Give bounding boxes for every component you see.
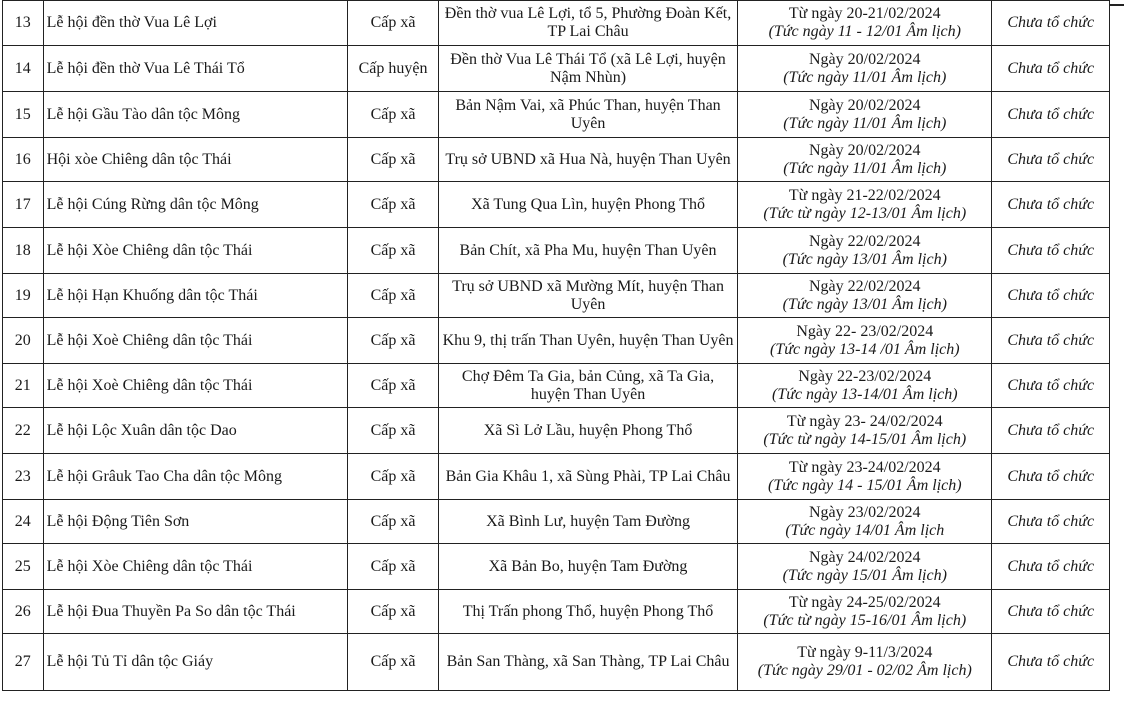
festival-date-cell xyxy=(738,454,992,500)
festival-date: Từ ngày 21-22/02/2024 xyxy=(788,186,941,204)
table-row xyxy=(3,544,1110,590)
festival-lunar-date: (Tức ngày 11 - 12/01 Âm lịch) xyxy=(768,23,961,40)
festival-location: Đền thờ vua Lê Lợi, tổ 5, Phường Đoàn Kết, TP Lai Châu xyxy=(438,1,737,46)
festival-table-body xyxy=(3,1,1110,691)
festival-status: Chưa tổ chức xyxy=(992,500,1110,544)
festival-location: Bản Gia Khâu 1, xã Sùng Phài, TP Lai Châu xyxy=(438,454,737,500)
festival-lunar-date: (Tức ngày 13/01 Âm lịch) xyxy=(782,295,947,313)
festival-status: Chưa tổ chức xyxy=(992,92,1110,138)
festival-name: Lễ hội Gầu Tào dân tộc Mông xyxy=(43,92,348,138)
festival-level: Cấp xã xyxy=(348,634,439,691)
festival-status: Chưa tổ chức xyxy=(992,138,1110,182)
festival-status: Chưa tổ chức xyxy=(992,544,1110,590)
festival-status: Chưa tổ chức xyxy=(992,454,1110,500)
festival-date-cell xyxy=(738,544,992,590)
festival-lunar-date: (Tức ngày 13/01 Âm lịch) xyxy=(782,250,947,268)
festival-status: Chưa tổ chức xyxy=(992,46,1110,92)
festival-date-cell xyxy=(738,138,992,182)
festival-date-cell xyxy=(738,92,992,138)
festival-status: Chưa tổ chức xyxy=(992,274,1110,318)
festival-level: Cấp xã xyxy=(348,182,439,228)
table-row xyxy=(3,364,1110,408)
festival-lunar-date: (Tức ngày 15/01 Âm lịch) xyxy=(782,566,947,584)
festival-date: Từ ngày 20-21/02/2024 xyxy=(788,5,941,22)
festival-date-cell xyxy=(738,1,992,46)
festival-date: Ngày 24/02/2024 xyxy=(809,548,921,566)
row-number: 21 xyxy=(3,364,44,408)
table-row xyxy=(3,92,1110,138)
festival-date: Ngày 22/02/2024 xyxy=(809,277,921,295)
festival-date: Từ ngày 23- 24/02/2024 xyxy=(786,412,943,430)
festival-date-cell xyxy=(738,46,992,92)
festival-location: Đền thờ Vua Lê Thái Tổ (xã Lê Lợi, huyện Nậm Nhùn) xyxy=(438,46,737,92)
festival-name: Hội xòe Chiêng dân tộc Thái xyxy=(43,138,348,182)
festival-location: Xã Bình Lư, huyện Tam Đường xyxy=(438,500,737,544)
festival-location: Bản San Thàng, xã San Thàng, TP Lai Châu xyxy=(438,634,737,691)
table-row xyxy=(3,318,1110,364)
festival-name: Lễ hội Xoè Chiêng dân tộc Thái xyxy=(43,318,348,364)
table-row xyxy=(3,1,1110,46)
festival-name: Lễ hội đền thờ Vua Lê Lợi xyxy=(43,1,348,46)
table-row xyxy=(3,634,1110,691)
festival-name: Lễ hội Grâuk Tao Cha dân tộc Mông xyxy=(43,454,348,500)
festival-location: Trụ sở UBND xã Hua Nà, huyện Than Uyên xyxy=(438,138,737,182)
festival-level: Cấp huyện xyxy=(348,46,439,92)
festival-status: Chưa tổ chức xyxy=(992,318,1110,364)
festival-location: Chợ Đêm Ta Gia, bản Củng, xã Ta Gia, huyện Than Uyên xyxy=(438,364,737,408)
table-row xyxy=(3,228,1110,274)
festival-date: Từ ngày 23-24/02/2024 xyxy=(788,458,941,476)
row-number: 15 xyxy=(3,92,44,138)
festival-status: Chưa tổ chức xyxy=(992,634,1110,691)
festival-location: Bản Chít, xã Pha Mu, huyện Than Uyên xyxy=(438,228,737,274)
festival-date: Từ ngày 24-25/02/2024 xyxy=(788,593,941,611)
festival-date: Ngày 20/02/2024 xyxy=(809,50,921,68)
festival-status: Chưa tổ chức xyxy=(992,1,1110,46)
row-number: 18 xyxy=(3,228,44,274)
festival-status: Chưa tổ chức xyxy=(992,228,1110,274)
festival-location: Khu 9, thị trấn Than Uyên, huyện Than Uyên xyxy=(438,318,737,364)
festival-date: Ngày 22-23/02/2024 xyxy=(798,367,932,385)
festival-location: Trụ sở UBND xã Mường Mít, huyện Than Uyên xyxy=(438,274,737,318)
row-number: 24 xyxy=(3,500,44,544)
festival-date-cell xyxy=(738,590,992,634)
festival-name: Lễ hội Lộc Xuân dân tộc Dao xyxy=(43,408,348,454)
festival-location: Xã Bản Bo, huyện Tam Đường xyxy=(438,544,737,590)
festival-level: Cấp xã xyxy=(348,408,439,454)
festival-date: Ngày 22- 23/02/2024 xyxy=(796,322,934,340)
festival-date: Ngày 23/02/2024 xyxy=(809,503,921,521)
festival-level: Cấp xã xyxy=(348,138,439,182)
festival-lunar-date: (Tức từ ngày 15-16/01 Âm lịch) xyxy=(763,611,967,629)
festival-table xyxy=(2,0,1110,691)
table-row xyxy=(3,500,1110,544)
festival-name: Lễ hội Tủ Tỉ dân tộc Giáy xyxy=(43,634,348,691)
festival-name: Lễ hội Xòe Chiêng dân tộc Thái xyxy=(43,544,348,590)
row-number: 27 xyxy=(3,634,44,691)
festival-name: Lễ hội Xòe Chiêng dân tộc Thái xyxy=(43,228,348,274)
table-row xyxy=(3,590,1110,634)
festival-level: Cấp xã xyxy=(348,364,439,408)
festival-date-cell xyxy=(738,634,992,691)
row-number: 25 xyxy=(3,544,44,590)
festival-level: Cấp xã xyxy=(348,454,439,500)
festival-date: Ngày 22/02/2024 xyxy=(809,232,921,250)
festival-name: Lễ hội Động Tiên Sơn xyxy=(43,500,348,544)
festival-level: Cấp xã xyxy=(348,274,439,318)
festival-status: Chưa tổ chức xyxy=(992,408,1110,454)
table-row xyxy=(3,408,1110,454)
festival-lunar-date: (Tức ngày 13-14/01 Âm lịch) xyxy=(771,385,958,403)
row-number: 17 xyxy=(3,182,44,228)
festival-date-cell xyxy=(738,364,992,408)
festival-date-cell xyxy=(738,274,992,318)
festival-date: Ngày 20/02/2024 xyxy=(809,96,921,114)
row-number: 23 xyxy=(3,454,44,500)
festival-date-cell xyxy=(738,182,992,228)
table-row xyxy=(3,274,1110,318)
festival-date-cell xyxy=(738,228,992,274)
festival-level: Cấp xã xyxy=(348,92,439,138)
festival-name: Lễ hội đền thờ Vua Lê Thái Tổ xyxy=(43,46,348,92)
festival-level: Cấp xã xyxy=(348,318,439,364)
table-row xyxy=(3,138,1110,182)
festival-lunar-date: (Tức ngày 29/01 - 02/02 Âm lịch) xyxy=(757,662,972,679)
row-number: 19 xyxy=(3,274,44,318)
row-number: 13 xyxy=(3,1,44,46)
row-number: 22 xyxy=(3,408,44,454)
festival-level: Cấp xã xyxy=(348,500,439,544)
table-row xyxy=(3,182,1110,228)
festival-name: Lễ hội Đua Thuyền Pa So dân tộc Thái xyxy=(43,590,348,634)
festival-lunar-date: (Tức ngày 11/01 Âm lịch) xyxy=(783,159,947,177)
festival-lunar-date: (Tức ngày 14 - 15/01 Âm lịch) xyxy=(767,476,962,494)
festival-level: Cấp xã xyxy=(348,1,439,46)
festival-name: Lễ hội Xoè Chiêng dân tộc Thái xyxy=(43,364,348,408)
festival-location: Xã Sì Lở Lầu, huyện Phong Thổ xyxy=(438,408,737,454)
row-number: 20 xyxy=(3,318,44,364)
festival-lunar-date: (Tức ngày 11/01 Âm lịch) xyxy=(783,68,947,86)
table-row xyxy=(3,46,1110,92)
festival-date: Từ ngày 9-11/3/2024 xyxy=(797,644,933,661)
festival-date-cell xyxy=(738,318,992,364)
table-edge-rule xyxy=(1110,4,1124,6)
festival-lunar-date: (Tức ngày 14/01 Âm lịch xyxy=(785,521,945,539)
festival-lunar-date: (Tức ngày 13-14 /01 Âm lịch) xyxy=(769,340,960,358)
festival-location: Thị Trấn phong Thổ, huyện Phong Thổ xyxy=(438,590,737,634)
festival-status: Chưa tổ chức xyxy=(992,590,1110,634)
festival-location: Bản Nậm Vai, xã Phúc Than, huyện Than Uyên xyxy=(438,92,737,138)
row-number: 16 xyxy=(3,138,44,182)
festival-status: Chưa tổ chức xyxy=(992,364,1110,408)
festival-lunar-date: (Tức từ ngày 12-13/01 Âm lịch) xyxy=(763,204,967,222)
festival-level: Cấp xã xyxy=(348,228,439,274)
row-number: 14 xyxy=(3,46,44,92)
festival-level: Cấp xã xyxy=(348,590,439,634)
festival-name: Lễ hội Cúng Rừng dân tộc Mông xyxy=(43,182,348,228)
festival-location: Xã Tung Qua Lìn, huyện Phong Thổ xyxy=(438,182,737,228)
festival-lunar-date: (Tức từ ngày 14-15/01 Âm lịch) xyxy=(763,430,967,448)
festival-lunar-date: (Tức ngày 11/01 Âm lịch) xyxy=(783,114,947,132)
festival-status: Chưa tổ chức xyxy=(992,182,1110,228)
festival-date-cell xyxy=(738,500,992,544)
festival-level: Cấp xã xyxy=(348,544,439,590)
row-number: 26 xyxy=(3,590,44,634)
festival-date: Ngày 20/02/2024 xyxy=(809,141,921,159)
table-row xyxy=(3,454,1110,500)
festival-date-cell xyxy=(738,408,992,454)
festival-name: Lễ hội Hạn Khuống dân tộc Thái xyxy=(43,274,348,318)
